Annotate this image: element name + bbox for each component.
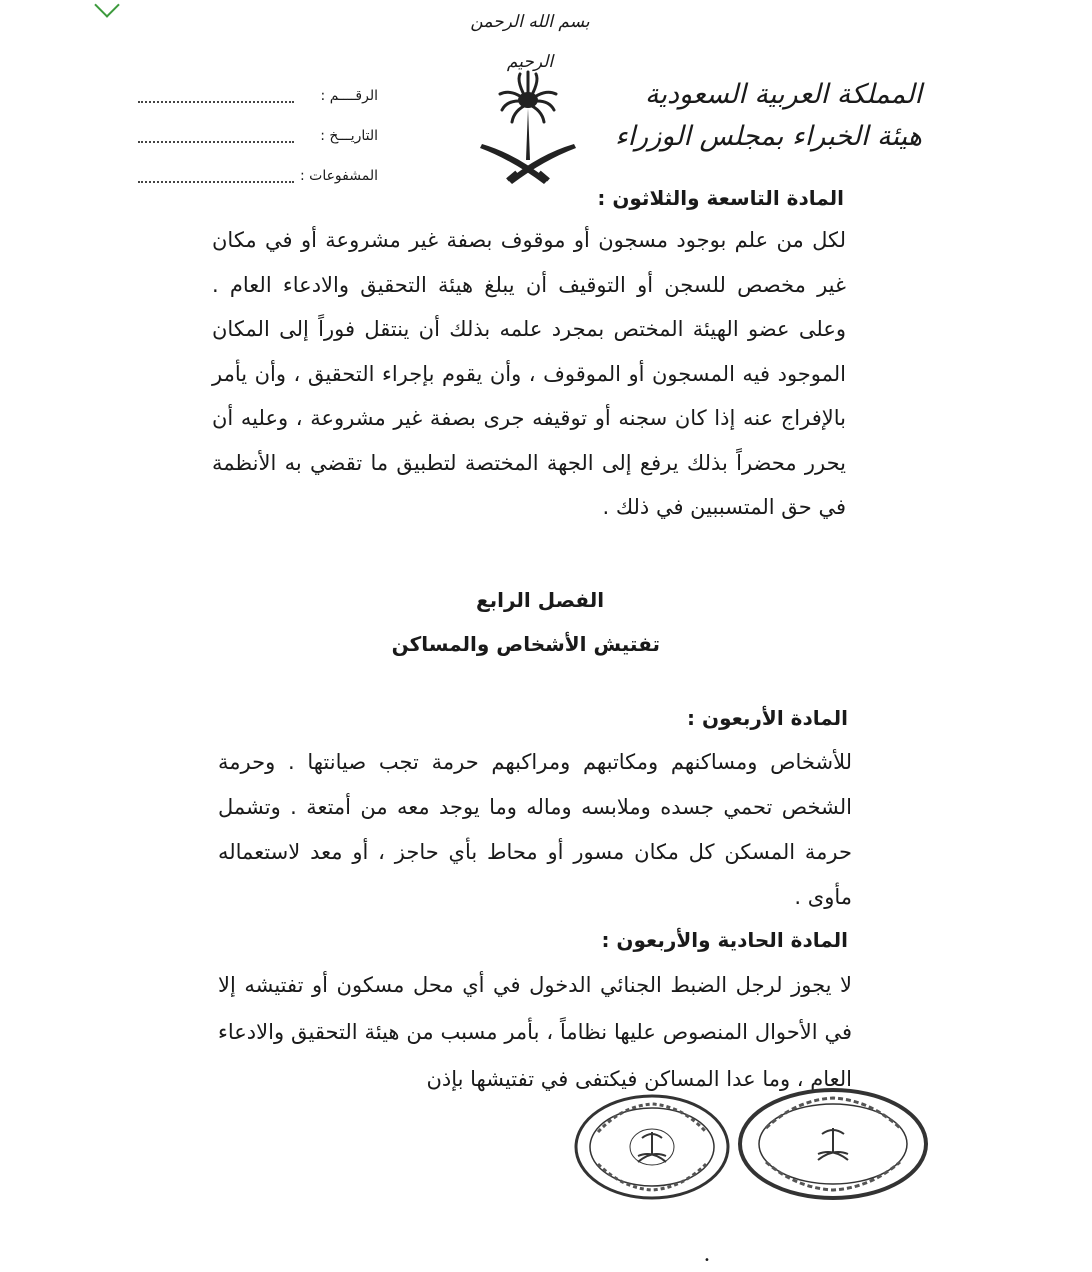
corner-check-mark <box>94 0 119 18</box>
official-seal-icon <box>572 1092 732 1202</box>
chapter-title: الفصل الرابع <box>475 588 605 612</box>
date-dotted-line <box>138 140 294 143</box>
palm-swords-emblem-icon <box>472 68 584 192</box>
date-label: التاريـــخ : <box>320 128 378 144</box>
attachments-label: المشفوعات : <box>299 168 378 184</box>
chapter-subtitle: تفتيش الأشخاص والمساكن <box>391 632 660 656</box>
attachments-field <box>138 156 378 196</box>
letterhead-title <box>614 74 922 158</box>
reference-fields <box>138 76 378 196</box>
attachments-dotted-line <box>138 180 294 183</box>
article-41-text: لا يجوز لرجل الضبط الجنائي الدخول في أي محل مسكون أو تفتيشه إلا في الأحوال المنصوص عليها نظاماً ، بأمر مسبب من هيئة التحقيق والادعاء العام ، وما عدا المساكن فيكتفى في تفتيشها بإذن <box>218 973 852 1091</box>
article-39-heading: المادة التاسعة والثلاثون : <box>597 186 844 210</box>
article-40-text: للأشخاص ومساكنهم ومكاتبهم ومراكبهم حرمة تجب صيانتها . وحرمة الشخص تحمي جسده وملابسه وماله وما يوجد معه من أمتعة . وتشمل حرمة المسكن كل مكان مسور أو محاط بأي حاجز ، أو معد لاستعماله مأوى . <box>218 750 852 909</box>
date-field <box>138 116 378 156</box>
bottom-speck: • <box>704 1255 710 1266</box>
official-seal-icon <box>736 1086 930 1202</box>
authority-name: هيئة الخبراء بمجلس الوزراء <box>614 121 922 152</box>
article-39-text: لكل من علم بوجود مسجون أو موقوف بصفة غير مشروعة أو في مكان غير مخصص للسجن أو التوقيف أن يبلغ هيئة التحقيق والادعاء العام . وعلى عضو الهيئة المختص بمجرد علمه بذلك أن ينتقل فوراً إلى المكان الموجود فيه المسجون أو الموقوف ، وأن يقوم بإجراء التحقيق ، وأن يأمر بالإفراج عنه إذا كان سجنه أو توقيفه جرى بصفة غير مشروعة ، وعليه أن يحرر محضراً بذلك يرفع إلى الجهة المختصة لتطبيق ما تقضي به الأنظمة في حق المتسببين في ذلك . <box>212 228 846 519</box>
number-dotted-line <box>138 100 294 103</box>
bismillah-heading: بسم الله الرحمن الرحيم <box>470 12 590 72</box>
number-label: الرقــــم : <box>320 88 378 104</box>
article-41-heading: المادة الحادية والأربعون : <box>601 928 848 952</box>
number-field <box>138 76 378 116</box>
kingdom-name: المملكة العربية السعودية <box>644 79 922 110</box>
article-40-heading: المادة الأربعون : <box>687 706 848 730</box>
